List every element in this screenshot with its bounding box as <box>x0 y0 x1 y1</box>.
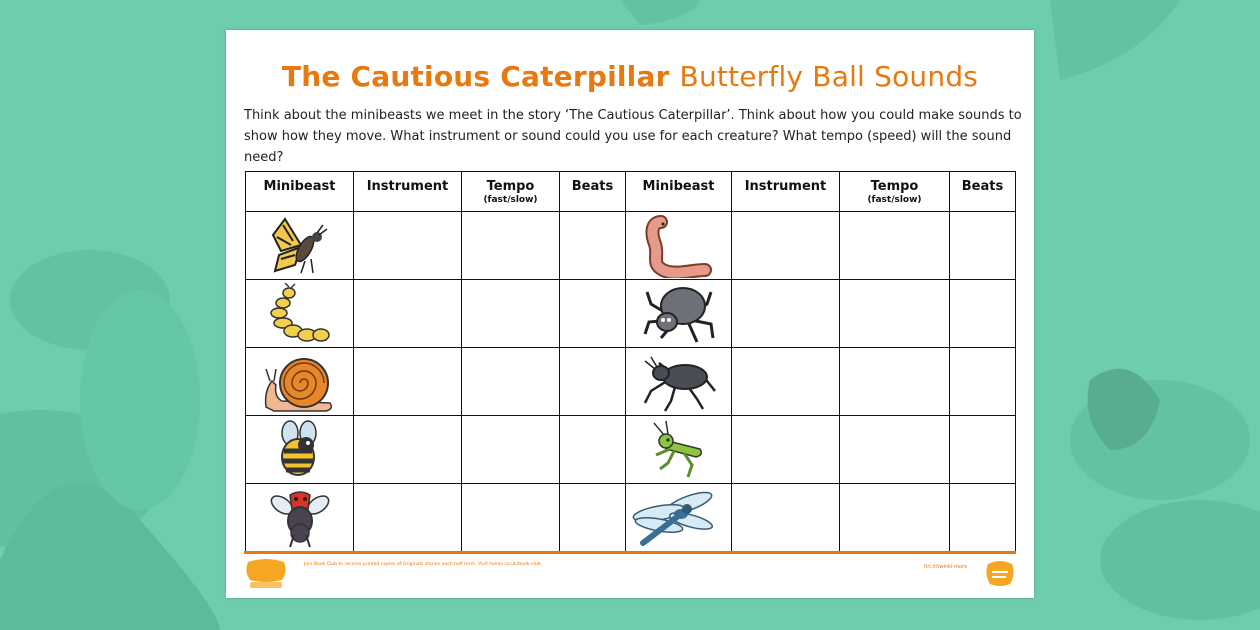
butterfly-icon <box>265 215 335 277</box>
title-story-name: The Cautious Caterpillar <box>281 60 670 93</box>
header-tempo <box>462 172 560 212</box>
beats-cell[interactable] <box>950 484 1016 552</box>
table-row <box>246 416 1016 484</box>
dragonfly-icon <box>629 487 729 549</box>
minibeast-cell <box>246 212 354 280</box>
spider-icon <box>641 282 717 346</box>
tempo-cell[interactable] <box>462 484 560 552</box>
header-minibeast: Minibeast <box>246 172 354 212</box>
tempo-cell[interactable] <box>840 416 950 484</box>
table-row <box>246 280 1016 348</box>
header-beats: Beats <box>560 172 626 212</box>
minibeast-cell <box>626 348 732 416</box>
header-tempo-label: Tempo <box>486 179 535 194</box>
header-instrument-2: Instrument <box>732 172 840 212</box>
beats-cell[interactable] <box>560 348 626 416</box>
beats-cell[interactable] <box>560 484 626 552</box>
instrument-cell[interactable] <box>732 416 840 484</box>
intro-text: Think about the minibeasts we meet in the story ‘The Cautious Caterpillar’. Think about how you could make sounds to show how they move. What instrument or sound could you use for each creature? What tempo (speed) will the sound need? <box>244 108 1022 165</box>
header-instrument: Instrument <box>354 172 462 212</box>
tempo-cell[interactable] <box>462 280 560 348</box>
table-row <box>246 212 1016 280</box>
header-tempo-sub-2: (fast/slow) <box>867 195 922 205</box>
snail-icon <box>262 351 338 413</box>
footer-divider <box>244 551 1016 554</box>
beetle-icon <box>641 351 717 413</box>
footer-url[interactable]: ltrl.it/twinkl-more <box>924 564 968 570</box>
twinkl-originals-logo <box>244 558 288 594</box>
tempo-cell[interactable] <box>462 348 560 416</box>
tempo-cell[interactable] <box>840 280 950 348</box>
instrument-cell[interactable] <box>732 280 840 348</box>
instrument-cell[interactable] <box>732 212 840 280</box>
twinkl-badge-icon <box>984 558 1016 590</box>
tempo-cell[interactable] <box>462 212 560 280</box>
table-header-row <box>246 172 1016 212</box>
header-minibeast-2: Minibeast <box>626 172 732 212</box>
minibeast-cell <box>626 212 732 280</box>
minibeast-cell <box>626 484 732 552</box>
beats-cell[interactable] <box>950 280 1016 348</box>
instrument-cell[interactable] <box>354 280 462 348</box>
minibeast-cell <box>626 416 732 484</box>
beats-cell[interactable] <box>950 212 1016 280</box>
tempo-cell[interactable] <box>840 212 950 280</box>
minibeast-cell <box>626 280 732 348</box>
worksheet-title <box>226 60 1034 93</box>
caterpillar-icon <box>265 283 335 345</box>
minibeast-cell <box>246 348 354 416</box>
tempo-cell[interactable] <box>840 348 950 416</box>
header-tempo-2 <box>840 172 950 212</box>
bee-icon <box>270 419 330 481</box>
minibeast-cell <box>246 280 354 348</box>
beats-cell[interactable] <box>560 280 626 348</box>
instrument-cell[interactable] <box>354 348 462 416</box>
worksheet <box>226 30 1034 598</box>
instrument-cell[interactable] <box>732 348 840 416</box>
header-tempo-label-2: Tempo <box>870 179 919 194</box>
table-row <box>246 348 1016 416</box>
instrument-cell[interactable] <box>354 416 462 484</box>
tempo-cell[interactable] <box>840 484 950 552</box>
ladybird-icon <box>268 487 332 549</box>
beats-cell[interactable] <box>950 416 1016 484</box>
header-beats-2: Beats <box>950 172 1016 212</box>
minibeast-table <box>245 171 1016 552</box>
instrument-cell[interactable] <box>732 484 840 552</box>
tempo-cell[interactable] <box>462 416 560 484</box>
beats-cell[interactable] <box>560 416 626 484</box>
header-tempo-sub: (fast/slow) <box>483 195 538 205</box>
beats-cell[interactable] <box>560 212 626 280</box>
minibeast-cell <box>246 416 354 484</box>
instrument-cell[interactable] <box>354 212 462 280</box>
title-activity-name: Butterfly Ball Sounds <box>679 60 979 93</box>
instrument-cell[interactable] <box>354 484 462 552</box>
beats-cell[interactable] <box>950 348 1016 416</box>
grasshopper-icon <box>644 419 714 481</box>
worm-icon <box>641 214 717 278</box>
table-row <box>246 484 1016 552</box>
footer-note: Join Book Club to receive printed copies of Originals stories each half term. Visit twinkl.co.uk/book-club <box>304 562 541 567</box>
minibeast-cell <box>246 484 354 552</box>
